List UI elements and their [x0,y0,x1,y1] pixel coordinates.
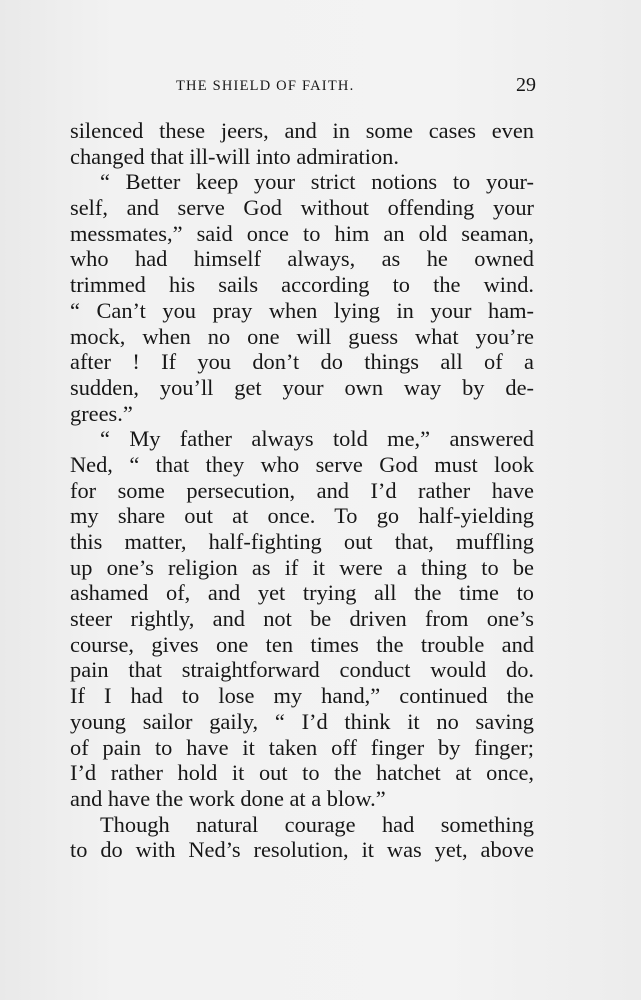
text-line: pain that straightforward conduct would do. [70,657,534,683]
text-line: If I had to lose my hand,” continued the [70,683,534,709]
text-line: “ Better keep your strict notions to your- [100,169,534,195]
text-line: Though natural courage had something [100,811,534,837]
text-line: young sailor gaily, “ I’d think it no saving [70,708,534,734]
body-text [70,118,534,863]
running-title: THE SHIELD OF FAITH. [176,78,355,94]
text-line: sudden, you’ll get your own way by de- [70,374,534,400]
text-line: “ My father always told me,” answered [100,426,534,452]
text-line: up one’s religion as if it were a thing to be [70,554,534,580]
text-line: I’d rather hold it out to the hatchet at once, [70,760,534,786]
text-line: trimmed his sails according to the wind. [70,272,534,298]
text-line: for some persecution, and I’d rather have [70,477,534,503]
text-line: ashamed of, and yet trying all the time to [70,580,534,606]
text-line: “ Can’t you pray when lying in your ham- [70,297,534,323]
text-line: Ned, “ that they who serve God must look [70,451,534,477]
text-line: my share out at once. To go half-yielding [70,503,534,529]
running-head [60,74,540,100]
text-line: this matter, half-fighting out that, muffling [70,529,534,554]
text-line: steer rightly, and not be driven from one’s [70,606,534,632]
text-line: and have the work done at a blow.” [70,785,386,811]
text-line: after ! If you don’t do things all of a [70,349,534,375]
text-line: silenced these jeers, and in some cases even [70,118,534,143]
text-line: course, gives one ten times the trouble and [70,631,534,657]
text-line: of pain to have it taken off finger by finger; [70,734,534,760]
text-line: changed that ill-will into admiration. [70,143,399,169]
text-line: messmates,” said once to him an old seaman, [70,220,534,246]
text-line: grees.” [70,400,133,426]
text-line: self, and serve God without offending your [70,195,534,221]
page-number: 29 [516,74,536,96]
text-line: mock, when no one will guess what you’re [70,323,534,349]
text-line: to do with Ned’s resolution, it was yet, above [70,837,534,863]
text-line: who had himself always, as he owned [70,246,534,272]
